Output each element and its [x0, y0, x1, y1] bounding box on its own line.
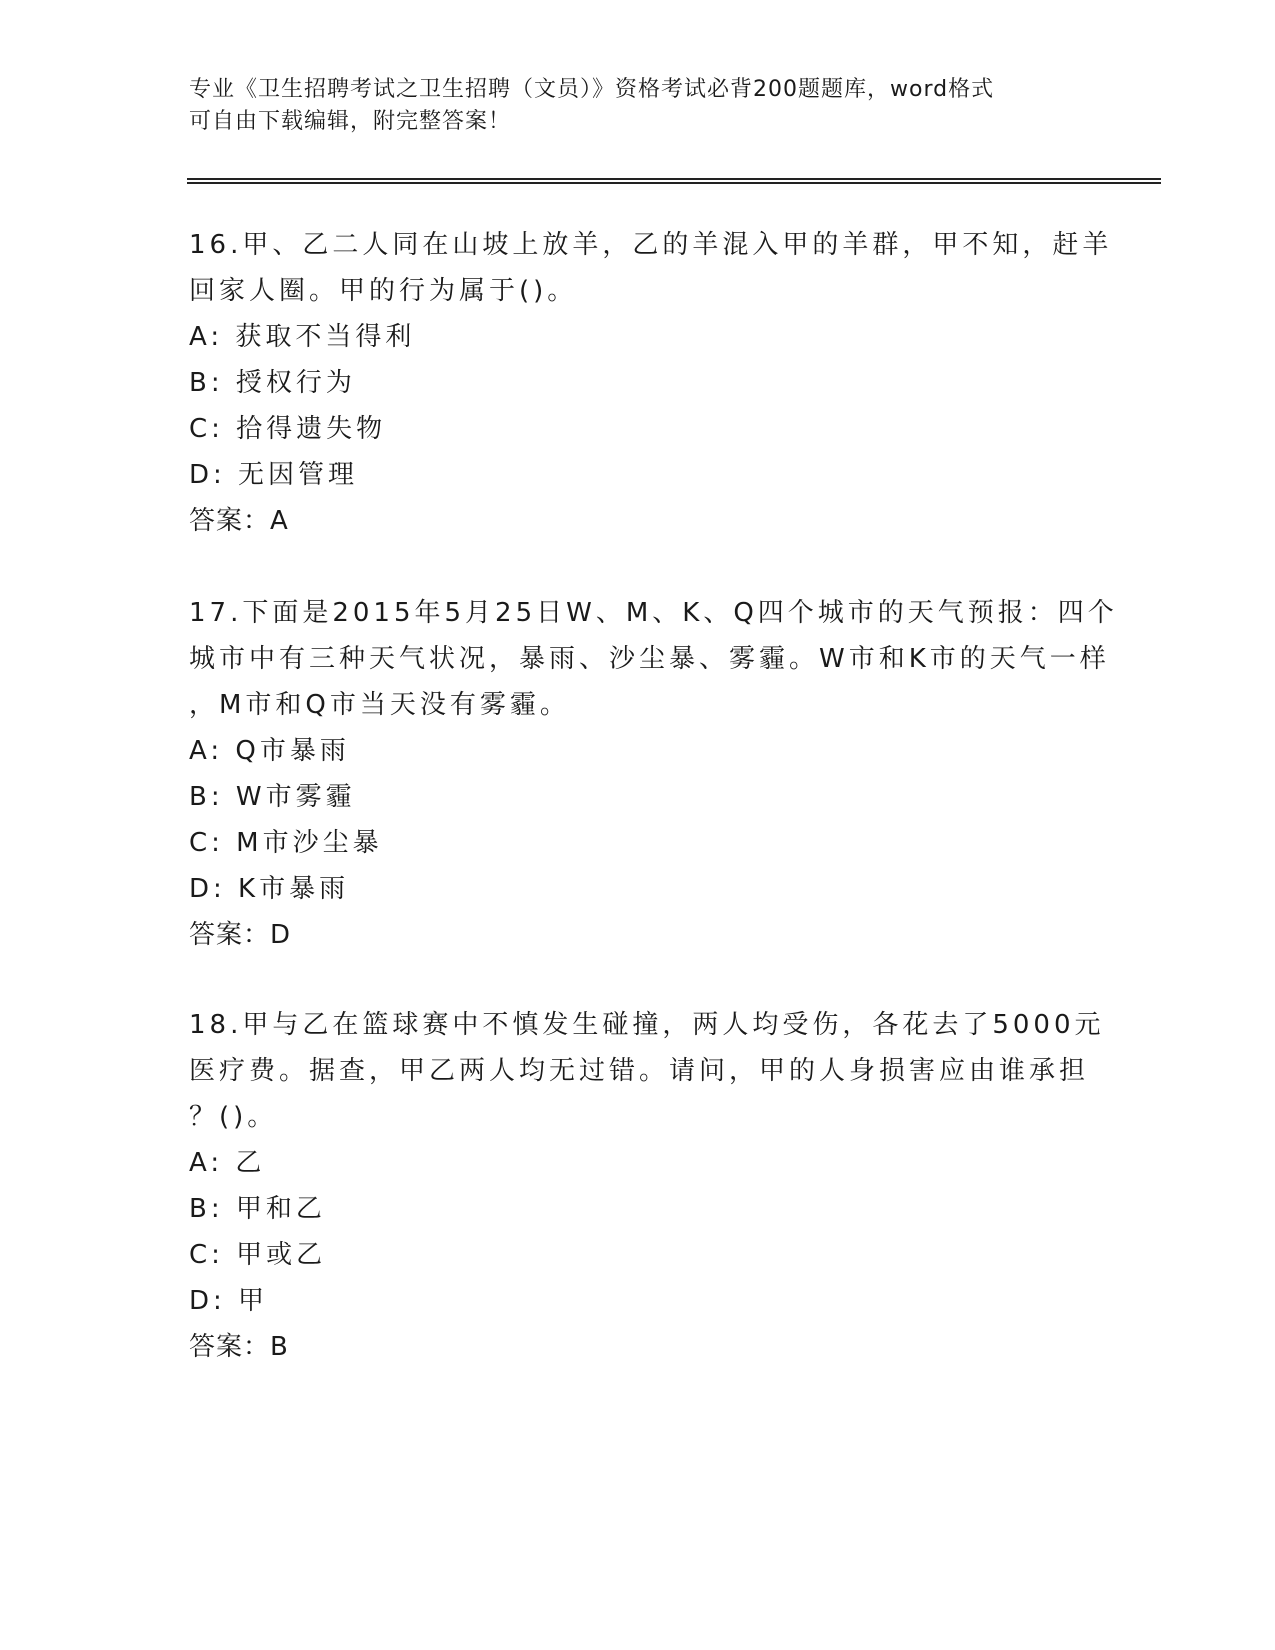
document-header — [189, 74, 1089, 138]
question-text-line: 回家人圈。甲的行为属于()。 — [189, 276, 578, 306]
answer: 答案：B — [189, 1332, 289, 1362]
option-a: A: 获取不当得利 — [189, 322, 416, 352]
option-b: B: 授权行为 — [189, 368, 356, 398]
option-a: A: Q市暴雨 — [189, 736, 350, 766]
option-c: C: M市沙尘暴 — [189, 828, 383, 858]
header-line-1: 专业《卫生招聘考试之卫生招聘（文员）》资格考试必背200题题库，word格式 — [189, 77, 995, 102]
question-text-line: 18.甲与乙在篮球赛中不慎发生碰撞，两人均受伤，各花去了5000元 — [189, 1010, 1105, 1040]
question-18 — [189, 1002, 1105, 1370]
option-b: B: 甲和乙 — [189, 1194, 326, 1224]
question-17 — [189, 590, 1118, 958]
answer: 答案：A — [189, 506, 289, 536]
header-line-2: 可自由下载编辑，附完整答案！ — [189, 109, 512, 134]
question-text-line: 17.下面是2015年5月25日W、M、K、Q四个城市的天气预报：四个 — [189, 598, 1118, 628]
question-16 — [189, 222, 1113, 544]
question-text-line: 城市中有三种天气状况，暴雨、沙尘暴、雾霾。W市和K市的天气一样 — [189, 644, 1110, 674]
option-d: D: K市暴雨 — [189, 874, 350, 904]
option-a: A: 乙 — [189, 1148, 266, 1178]
option-d: D: 无因管理 — [189, 460, 359, 490]
answer: 答案：D — [189, 920, 292, 950]
option-c: C: 甲或乙 — [189, 1240, 327, 1270]
question-text-line: ，M市和Q市当天没有雾霾。 — [189, 690, 570, 720]
option-b: B: W市雾霾 — [189, 782, 356, 812]
option-c: C: 拾得遗失物 — [189, 414, 387, 444]
header-divider — [187, 178, 1161, 184]
question-text-line: 16.甲、乙二人同在山坡上放羊，乙的羊混入甲的羊群，甲不知，赶羊 — [189, 230, 1113, 260]
question-text-line: ？()。 — [189, 1102, 278, 1132]
question-text-line: 医疗费。据查，甲乙两人均无过错。请问，甲的人身损害应由谁承担 — [189, 1056, 1090, 1086]
option-d: D: 甲 — [189, 1286, 269, 1316]
